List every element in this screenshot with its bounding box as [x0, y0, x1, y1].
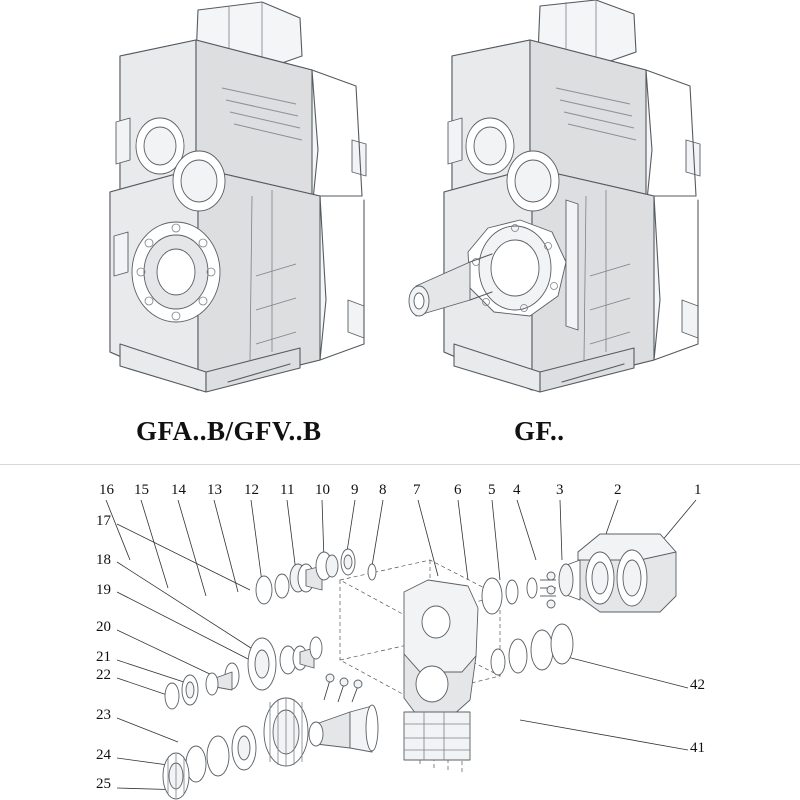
callout-16: 16 — [99, 482, 114, 498]
callout-21: 21 — [96, 649, 111, 665]
callout-12: 12 — [244, 482, 259, 498]
callout-20: 20 — [96, 619, 111, 635]
callout-42: 42 — [690, 677, 705, 693]
callout-2: 2 — [614, 482, 622, 498]
callout-6: 6 — [454, 482, 462, 498]
callout-17: 17 — [96, 513, 111, 529]
callout-7: 7 — [413, 482, 421, 498]
callout-8: 8 — [379, 482, 387, 498]
part-gear-housing — [404, 580, 478, 760]
callout-15: 15 — [134, 482, 149, 498]
callout-10: 10 — [315, 482, 330, 498]
callout-5: 5 — [488, 482, 496, 498]
caption-right: GF.. — [514, 416, 565, 446]
callout-18: 18 — [96, 552, 111, 568]
callout-3: 3 — [556, 482, 564, 498]
callout-11: 11 — [280, 482, 295, 498]
callout-14: 14 — [171, 482, 186, 498]
callout-24: 24 — [96, 747, 111, 763]
callout-23: 23 — [96, 707, 111, 723]
callout-4: 4 — [513, 482, 521, 498]
part-upper-shaft-train — [256, 549, 376, 604]
callout-25: 25 — [96, 776, 111, 792]
callout-19: 19 — [96, 582, 111, 598]
part-motor-adapter — [559, 534, 676, 612]
callout-1: 1 — [694, 482, 702, 498]
callout-13: 13 — [207, 482, 222, 498]
callout-22: 22 — [96, 667, 111, 683]
part-middle-shaft-train — [165, 637, 322, 709]
caption-left: GFA..B/GFV..B — [136, 416, 322, 446]
callout-9: 9 — [351, 482, 359, 498]
callout-41: 41 — [690, 740, 705, 756]
